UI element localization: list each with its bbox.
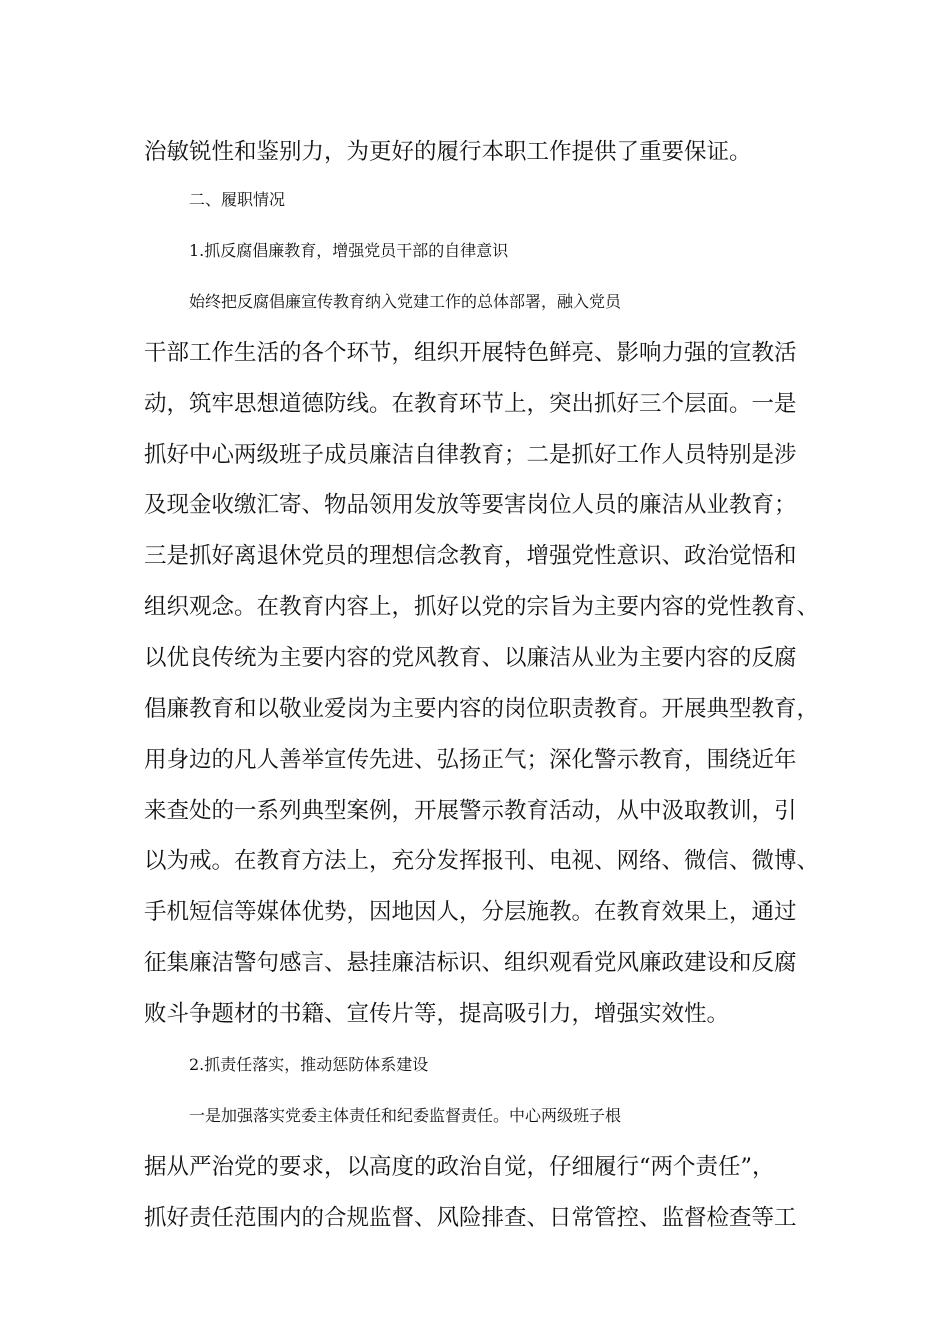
paragraph-1-line-9: 倡廉教育和以敬业爱岗为主要内容的岗位职责教育。开展典型教育， [144,696,820,722]
paragraph-1-line-6: 三是抓好离退休党员的理想信念教育，增强党性意识、政治觉悟和 [144,543,797,569]
paragraph-1-line-8: 以优良传统为主要内容的党风教育、以廉洁从业为主要内容的反腐 [144,645,797,671]
subsection-heading-2: 2.抓责任落实，推动惩防体系建设 [189,1055,429,1074]
paragraph-1-line-3: 动，筑牢思想道德防线。在教育环节上，突出抓好三个层面。一是 [144,391,797,417]
paragraph-1-line-2: 干部工作生活的各个环节，组织开展特色鲜亮、影响力强的宣教活 [144,340,797,366]
paragraph-1-line-1: 始终把反腐倡廉宣传教育纳入党建工作的总体部署，融入党员 [189,292,622,311]
paragraph-2-line-1: 一是加强落实党委主体责任和纪委监督责任。中心两级班子根 [189,1106,622,1125]
paragraph-1-line-14: 征集廉洁警句感言、悬挂廉洁标识、组织观看党风廉政建设和反腐 [144,950,797,976]
section-heading: 二、履职情况 [189,190,286,209]
paragraph-1-line-15: 败斗争题材的书籍、宣传片等，提高吸引力，增强实效性。 [144,1001,730,1027]
paragraph-1-line-5: 及现金收缴汇寄、物品领用发放等要害岗位人员的廉洁从业教育； [144,492,797,518]
paragraph-1-line-12: 以为戒。在教育方法上，充分发挥报刊、电视、网络、微信、微博、 [144,848,820,874]
paragraph-1-line-4: 抓好中心两级班子成员廉洁自律教育；二是抓好工作人员特别是涉 [144,442,797,468]
paragraph-1-line-10: 用身边的凡人善举宣传先进、弘扬正气；深化警示教育，围绕近年 [144,747,797,773]
text-line-1: 治敏锐性和鉴别力，为更好的履行本职工作提供了重要保证。 [144,139,752,165]
paragraph-2-line-2: 据从严治党的要求，以高度的政治自觉，仔细履行“两个责任”， [144,1154,775,1180]
paragraph-2-line-3: 抓好责任范围内的合规监督、风险排查、日常管控、监督检查等工 [144,1205,797,1231]
paragraph-1-line-13: 手机短信等媒体优势，因地因人，分层施教。在教育效果上，通过 [144,899,797,925]
subsection-heading-1: 1.抓反腐倡廉教育，增强党员干部的自律意识 [189,241,509,260]
paragraph-1-line-7: 组织观念。在教育内容上，抓好以党的宗旨为主要内容的党性教育、 [144,594,820,620]
paragraph-1-line-11: 来查处的一系列典型案例，开展警示教育活动，从中汲取教训，引 [144,798,797,824]
